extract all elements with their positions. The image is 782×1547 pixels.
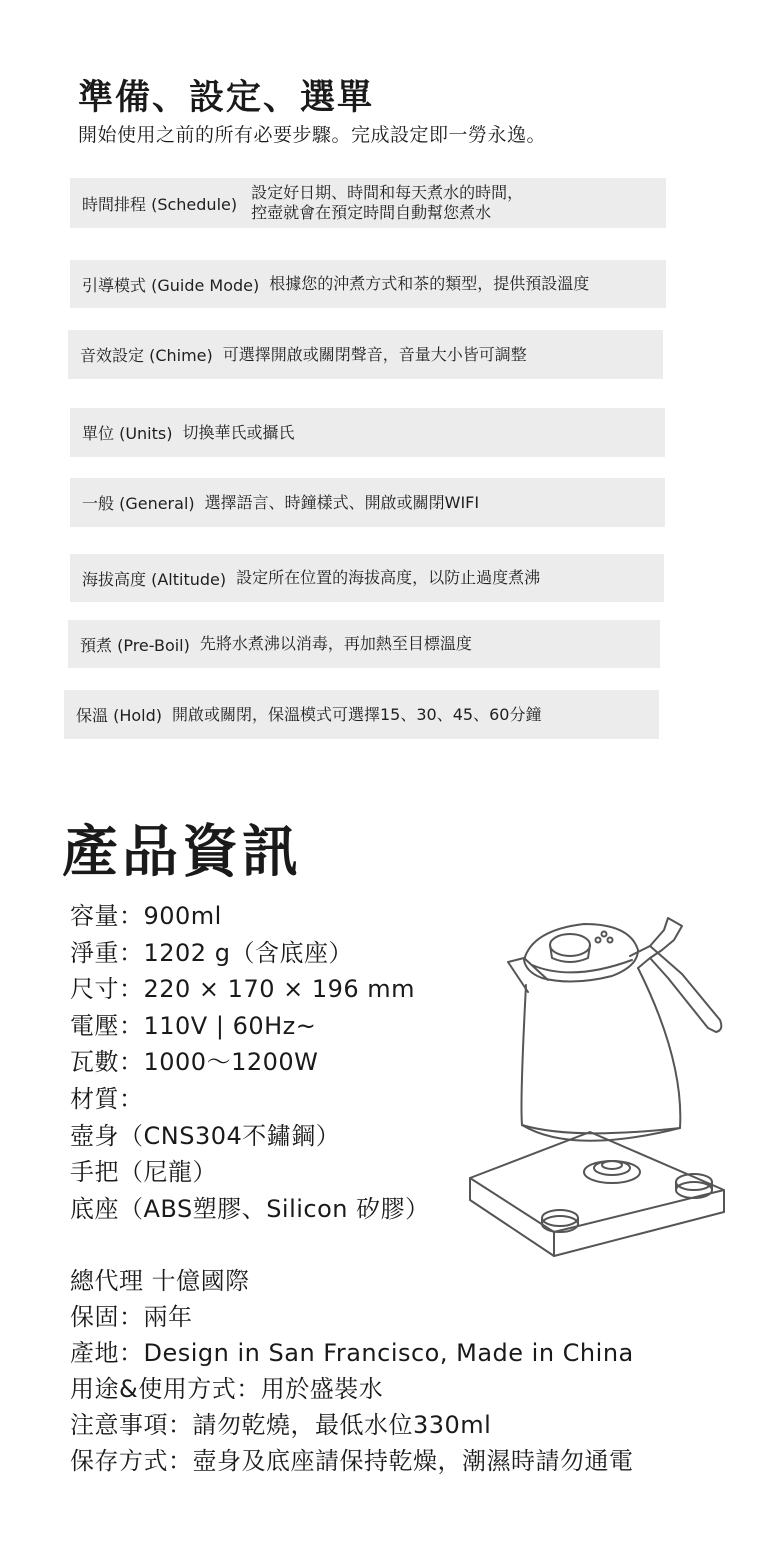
feature-schedule [70, 178, 666, 228]
spec-item: 電壓：110V | 60Hz~ [70, 1011, 317, 1040]
product-specs [70, 898, 430, 1227]
feature-desc: 選擇語言、時鐘樣式、開啟或關閉WIFI [204, 492, 480, 512]
feature-label: 引導模式 (Guide Mode) [82, 275, 260, 295]
feature-label: 單位 (Units) [82, 424, 173, 443]
info-item: 用途&使用方式：用於盛裝水 [70, 1375, 384, 1403]
feature-desc: 開啟或關閉，保溫模式可選擇15、30、45、60分鐘 [172, 704, 542, 724]
feature-altitude [70, 554, 664, 602]
feature-hold [64, 690, 659, 739]
feature-desc: 設定所在位置的海拔高度，以防止過度煮沸 [236, 568, 541, 587]
info-item: 注意事項：請勿乾燒，最低水位330ml [70, 1411, 492, 1439]
feature-desc: 可選擇開啟或關閉聲音，音量大小皆可調整 [222, 344, 527, 364]
info-item: 保固：兩年 [70, 1303, 193, 1331]
spec-item: 淨重：1202 g（含底座） [70, 938, 353, 967]
spec-item: 容量：900ml [70, 902, 222, 930]
feature-label: 預煮 (Pre-Boil) [80, 635, 190, 655]
kettle-line-art-icon [462, 900, 732, 1262]
feature-label: 海拔高度 (Altitude) [82, 569, 227, 589]
feature-desc: 設定好日期、時間和每天煮水的時間， 控壺就會在預定時間自動幫您煮水 [251, 183, 524, 222]
feature-label: 保溫 (Hold) [76, 706, 162, 725]
info-item: 產地：Design in San Francisco, Made in China [70, 1339, 634, 1367]
feature-guide-mode [70, 260, 666, 308]
feature-label: 音效設定 (Chime) [80, 346, 213, 365]
spec-item: 手把（尼龍） [70, 1158, 217, 1187]
distributor-info [70, 1263, 634, 1479]
product-title: 產品資訊 [62, 820, 302, 885]
feature-chime [68, 330, 663, 379]
spec-item: 壺身（CNS304不鏽鋼） [70, 1121, 341, 1150]
feature-label: 時間排程 (Schedule) [82, 194, 238, 214]
spec-item: 尺寸：220 × 170 × 196 mm [70, 975, 416, 1004]
spec-item: 材質： [70, 1084, 144, 1113]
spec-item: 底座（ABS塑膠、Silicon 矽膠） [70, 1194, 430, 1223]
feature-desc: 根據您的沖煮方式和茶的類型，提供預設溫度 [269, 274, 590, 293]
info-item: 保存方式：壺身及底座請保持乾燥，潮濕時請勿通電 [70, 1447, 634, 1475]
feature-general [70, 478, 665, 527]
spec-item: 瓦數：1000～1200W [70, 1048, 319, 1077]
feature-label: 一般 (General) [82, 494, 195, 513]
setup-subtitle: 開始使用之前的所有必要步驟。完成設定即一勞永逸。 [78, 124, 547, 146]
feature-pre-boil [68, 620, 660, 668]
feature-desc: 切換華氏或攝氏 [182, 422, 295, 442]
setup-title: 準備、設定、選單 [78, 78, 375, 118]
info-item: 總代理 十億國際 [70, 1267, 250, 1295]
feature-desc: 先將水煮沸以消毒，再加熱至目標溫度 [199, 634, 472, 653]
feature-units [70, 408, 665, 457]
